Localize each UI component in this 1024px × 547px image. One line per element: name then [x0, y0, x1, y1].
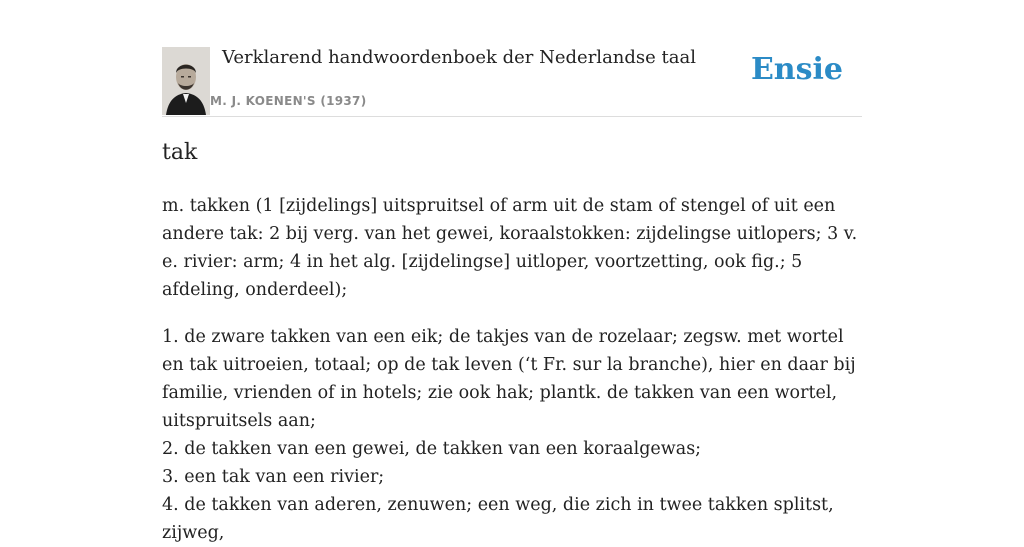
sense-item: 3. een tak van een rivier;	[162, 467, 385, 487]
sense-item: 4. de takken van aderen, zenuwen; een weg, die zich in twee takken splitst, zijweg,	[162, 495, 834, 543]
entry-body	[162, 192, 867, 547]
entry-headword: tak	[162, 140, 198, 165]
site-header	[162, 44, 862, 117]
ensie-logo-link[interactable]: Ensie	[750, 52, 843, 87]
sense-list	[162, 323, 867, 547]
author-byline: M. J. KOENEN'S (1937)	[210, 94, 367, 108]
author-portrait	[162, 47, 210, 115]
entry-definition: m. takken (1 [zijdelings] uitspruitsel of arm uit de stam of stengel of uit een andere tak: 2 bij verg. van het gewei, koraalstokken: zijdelingse uitlopers; 3 v. e. rivier: arm; 4 in het alg. [zijdelingse] uitloper, voortzetting, ook fig.; 5 afdeling, onderdeel);	[162, 196, 858, 300]
sense-item: 2. de takken van een gewei, de takken van een koraalgewas;	[162, 439, 702, 459]
dictionary-title-link[interactable]: Verklarend handwoordenboek der Nederlandse taal	[222, 47, 696, 68]
sense-item: 1. de zware takken van een eik; de takjes van de rozelaar; zegsw. met wortel en tak uitroeien, totaal; op de tak leven (‘t Fr. sur la branche), hier en daar bij familie, vrienden of in hotels; zie ook hak; plantk. de takken van een wortel, uitspruitsels aan;	[162, 327, 856, 431]
